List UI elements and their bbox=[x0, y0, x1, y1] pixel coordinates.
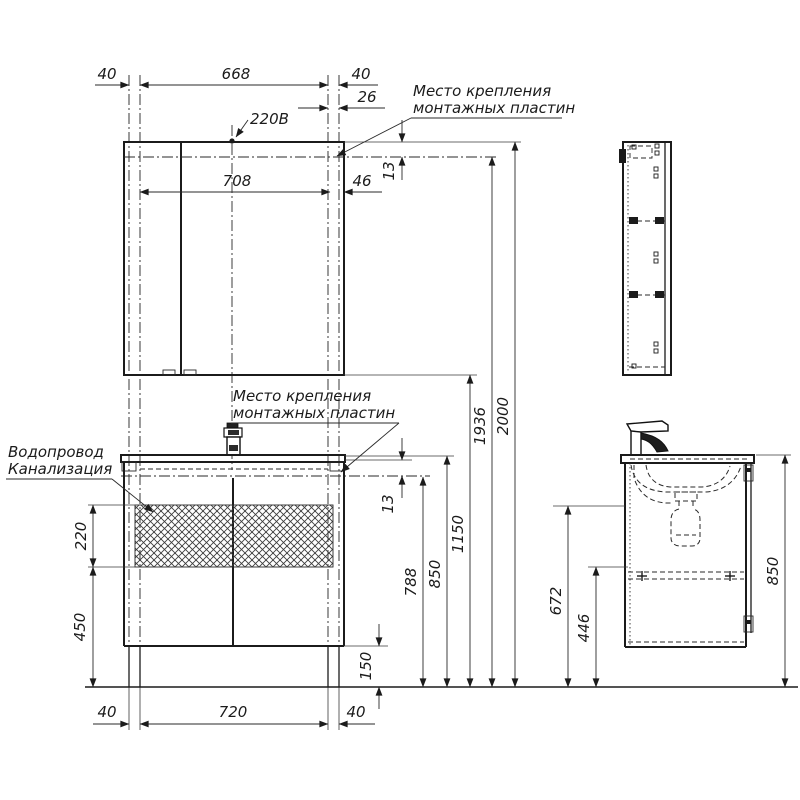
dim-hatch-floor: 450 bbox=[71, 612, 89, 642]
dim-h-plate-low: 788 bbox=[402, 567, 420, 597]
hinge-block bbox=[619, 149, 626, 163]
dim-h-counter: 850 bbox=[426, 559, 444, 589]
dim-top-left: 40 bbox=[97, 65, 117, 83]
power-point-dot bbox=[229, 138, 234, 143]
dim-plate-mid-offset: 13 bbox=[379, 494, 397, 514]
plumbing-access-zone bbox=[135, 505, 333, 567]
dim-plate-width: 708 bbox=[222, 172, 252, 190]
dim-bottom-center: 720 bbox=[218, 703, 248, 721]
dim-side-counter-height: 850 bbox=[764, 556, 782, 586]
dim-h-plate-top: 1936 bbox=[471, 406, 489, 446]
dim-side-shelf-height: 446 bbox=[575, 613, 593, 643]
dim-h-total: 2000 bbox=[494, 396, 512, 436]
dim-bottom-right: 40 bbox=[346, 703, 366, 721]
power-label: 220В bbox=[250, 110, 289, 128]
mounting-label-2-line2: монтажных пластин bbox=[233, 404, 396, 422]
water-supply-label: Водопровод bbox=[8, 443, 104, 461]
dim-plate-top-offset: 13 bbox=[380, 161, 398, 181]
faucet-front bbox=[224, 423, 242, 455]
mounting-label-2-line1: Место крепления bbox=[233, 387, 372, 405]
dim-bottom-left: 40 bbox=[97, 703, 117, 721]
dim-h-mirror-bottom: 1150 bbox=[449, 514, 467, 554]
dim-side-inner-height: 672 bbox=[547, 586, 565, 616]
dim-top-right: 40 bbox=[351, 65, 371, 83]
mounting-label-1-line1: Место крепления bbox=[413, 82, 552, 100]
mounting-label-1-line2: монтажных пластин bbox=[413, 99, 576, 117]
dim-plate-right: 46 bbox=[352, 172, 372, 190]
dim-offset-right: 26 bbox=[357, 88, 377, 106]
dim-top-center: 668 bbox=[221, 65, 251, 83]
dim-leg-gap: 150 bbox=[357, 651, 375, 681]
sewerage-label: Канализация bbox=[8, 460, 113, 478]
dim-hatch-height: 220 bbox=[72, 521, 90, 551]
